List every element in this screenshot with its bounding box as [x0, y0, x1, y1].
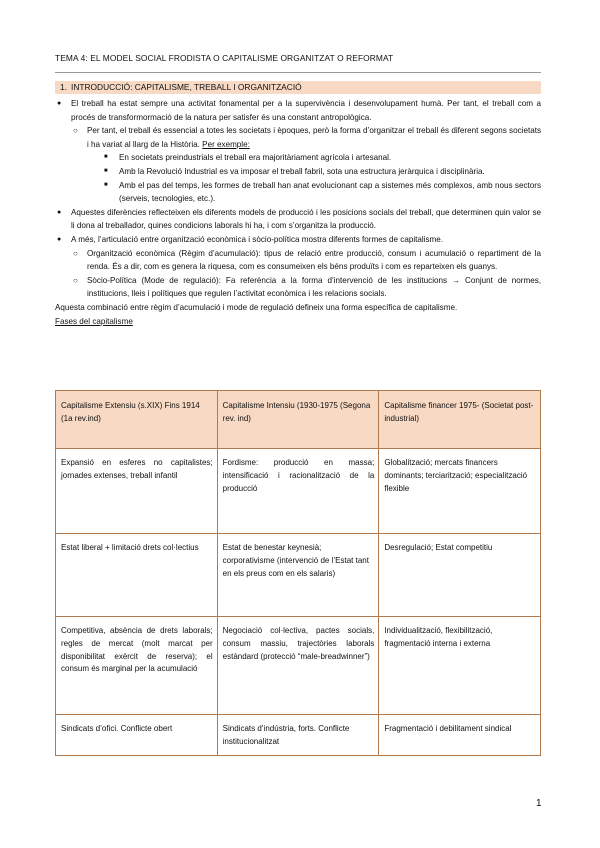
- table-row: [56, 715, 541, 756]
- square-bullet-icon: ■: [104, 167, 108, 174]
- table-cell: Competitiva, absència de drets laborals; regles de mercat (molt marcat per disponibilitat exèrcit de reserva); el consum és marginal per la acumulació: [56, 617, 218, 715]
- table-cell: Globalització; mercats financers dominants; terciarització; especialització flexible: [379, 449, 541, 534]
- section-title: INTRODUCCIÓ: CAPITALISME, TREBALL I ORGANITZACIÓ: [71, 82, 302, 92]
- list-item-text: Sòcio-Política (Mode de regulació): Fa referència a la forma d’intervenció de les institucions → Conjunt de normes, institucions, lleis i polítiques que regulen l’activitat econòmica i les relacions socials.: [87, 275, 541, 299]
- table-cell: Desregulació; Estat competitiu: [379, 534, 541, 617]
- table-row: [56, 617, 541, 715]
- list-item-text: Organització econòmica (Règim d’acumulació): tipus de relació entre producció, consum i acumulació o repartiment de la renda. És a dir, com es genera la riquesa, com es consumeixen els béns produïts i com es reparteixen els guanys.: [87, 248, 541, 272]
- list-item-text: Aquestes diferències reflecteixen els diferents models de producció i les posicions socials del treball, que determinen quin valor se li dona al treballador, quines condicions laborals hi ha, i com s’organitza la producció.: [71, 207, 541, 231]
- table-caption: Fases del capitalisme: [55, 316, 133, 326]
- table-cell: Negociació col·lectiva, pactes socials, consum massiu, trajectòries laborals estàndard (protecció “male-breadwinner”): [217, 617, 379, 715]
- list-item: [55, 206, 541, 233]
- list-item-text: Amb el pas del temps, les formes de treball han anat evolucionant cap a sistemes més complexos, amb nous sectors (serveis, tecnologies, etc.).: [119, 180, 541, 204]
- circle-bullet-icon: ○: [73, 275, 78, 285]
- list-item: [55, 233, 541, 247]
- capitalism-phases-table: [55, 390, 541, 756]
- list-item: [55, 165, 541, 179]
- section-heading: [55, 81, 541, 94]
- table-cell: Fordisme: producció en massa; intensificació i racionalització de la producció: [217, 449, 379, 534]
- bullet-icon: ●: [57, 235, 62, 243]
- section-number: 1.: [60, 82, 67, 92]
- page-number: 1: [536, 798, 542, 809]
- table-row: [56, 449, 541, 534]
- bullet-icon: ●: [57, 208, 62, 216]
- table-cell: Individualització, flexibilització, fragmentació interna i externa: [379, 617, 541, 715]
- table-cell: Expansió en esferes no capitalistes; jornades extenses, treball infantil: [56, 449, 218, 534]
- table-cell: Sindicats d’ofici. Conflicte obert: [56, 715, 218, 756]
- circle-bullet-icon: ○: [73, 126, 78, 136]
- document-title: TEMA 4: EL MODEL SOCIAL FRODISTA O CAPITALISME ORGANITZAT O REFORMAT: [55, 53, 394, 63]
- table-cell: Fragmentació i debilitament sindical: [379, 715, 541, 756]
- bullet-icon: ●: [57, 100, 62, 107]
- table-cell: Estat de benestar keynesià; corporativisme (intervenció de l’Estat tant en els preus com en els salaris): [217, 534, 379, 617]
- list-item-text: Amb la Revolució Industrial es va imposar el treball fabril, sota una estructura jeràrquica i disciplinària.: [119, 166, 485, 176]
- list-item: [55, 124, 541, 151]
- square-bullet-icon: ■: [104, 154, 108, 161]
- list-item: [55, 151, 541, 165]
- list-item-text: Per tant, el treball és essencial a totes les societats i èpoques, però la forma d’organitzar el treball és diferent segons societats i ha variat al llarg de la Història.: [87, 126, 541, 149]
- column-header: Capitalisme Extensiu (s.XIX) Fins 1914 (1a rev.ind): [56, 391, 218, 449]
- title-divider: [55, 72, 541, 73]
- list-item: [55, 97, 541, 124]
- list-item: [55, 179, 541, 206]
- list-item: [55, 274, 541, 301]
- table-header-row: [56, 391, 541, 449]
- body-content: [55, 97, 541, 328]
- table-row: [56, 534, 541, 617]
- list-item-text: El treball ha estat sempre una activitat fonamental per a la supervivència i desenvolupament humà. Per tant, el treball com a procés de transformormació de la natura per satisfer és una constant antropològica.: [71, 99, 541, 122]
- column-header: Capitalisme financer 1975- (Societat post-industrial): [379, 391, 541, 449]
- table-cell: Sindicats d’indústria, forts. Conflicte institucionalitzat: [217, 715, 379, 756]
- table-cell: Estat liberal + limitació drets col·lectius: [56, 534, 218, 617]
- summary-paragraph: Aquesta combinació entre règim d’acumulació i mode de regulació defineix una forma específica de capitalisme.: [55, 302, 458, 312]
- circle-bullet-icon: ○: [73, 248, 78, 258]
- list-item-text: En societats preindustrials el treball era majoritàriament agrícola i artesanal.: [119, 153, 392, 163]
- list-item-text: A més, l’articulació entre organització econòmica i sòcio-política mostra diferents formes de capitalisme.: [71, 234, 444, 244]
- list-item: [55, 247, 541, 274]
- square-bullet-icon: ■: [104, 181, 108, 188]
- column-header: Capitalisme Intensiu (1930-1975 (Segona rev. ind): [217, 391, 379, 449]
- underlined-text: Per exemple:: [202, 139, 250, 149]
